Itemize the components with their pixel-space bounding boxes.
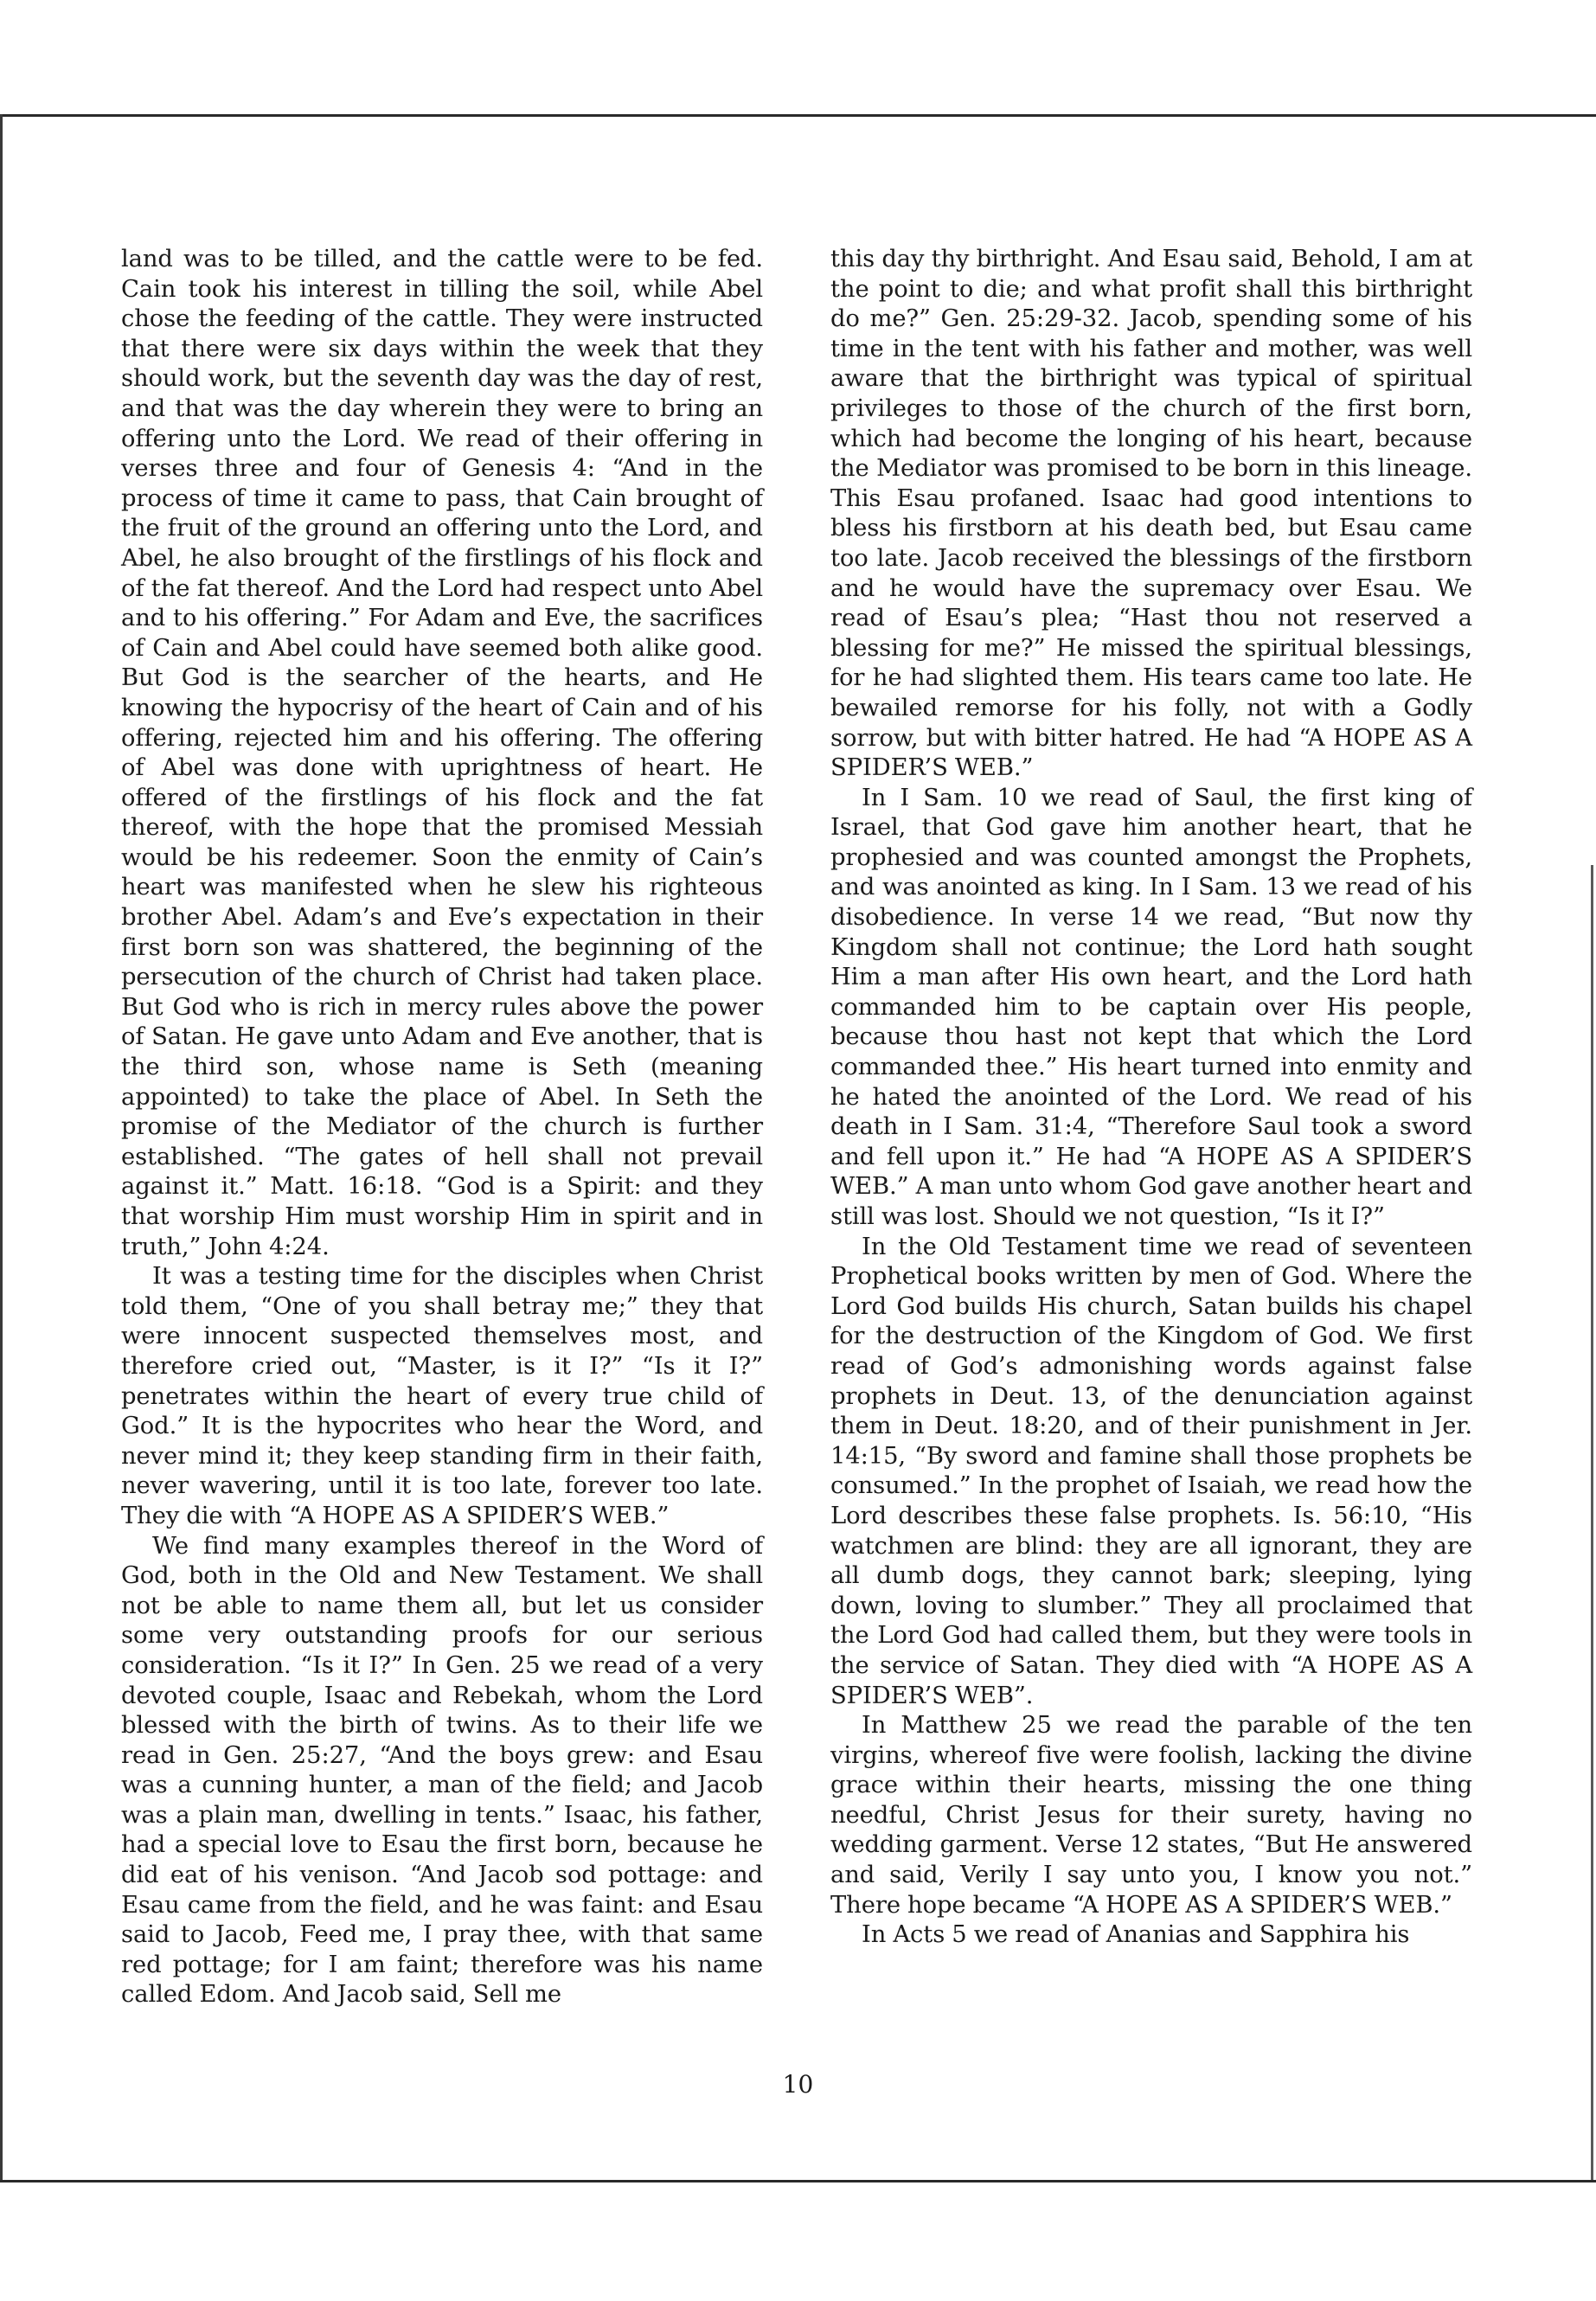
scan-border-left	[0, 114, 3, 2182]
paragraph: this day thy birthright. And Esau said, Behold, I am at the point to die; and what profit shall this birthright do me?” Gen. 25:29-32. Jacob, spending some of his time in the tent with his father and mother, was well aware that the birthright was typical of spiritual privileges to those of the church of the first born, which had become the longing of his heart, because the Mediator was promised to be born in this lineage. This Esau profaned. Isaac had good intentions to bless his firstborn at his death bed, but Esau came too late. Jacob received the blessings of the firstborn and he would have the supremacy over Esau. We read of Esau’s plea; “Hast thou not reserved a blessing for me?” He missed the spiritual blessings, for he had slighted them. His tears came too late. He bewailed remorse for his folly, not with a Godly sorrow, but with bitter hatred. He had “A HOPE AS A SPIDER’S WEB.”	[830, 246, 1472, 782]
left-text-column	[121, 245, 763, 2009]
scan-border-bottom	[0, 2180, 1596, 2182]
paragraph: In I Sam. 10 we read of Saul, the first king of Israel, that God gave him another heart, that he prophesied and was counted amongst the Prophets, and was anointed as king. In I Sam. 13 we read of his disobedience. In verse 14 we read, “But now thy Kingdom shall not continue; the Lord hath sought Him a man after His own heart, and the Lord hath commanded him to be captain over His people, because thou hast not kept that which the Lord commanded thee.” His heart turned into enmity and he hated the anointed of the Lord. We read of his death in I Sam. 31:4, “Therefore Saul took a sword and fell upon it.” He had “A HOPE AS A SPIDER’S WEB.” A man unto whom God gave another heart and still was lost. Should we not question, “Is it I?”	[830, 784, 1472, 1230]
paragraph: In Matthew 25 we read the parable of the ten virgins, whereof five were foolish, lacking the divine grace within their hearts, missing the one thing needful, Christ Jesus for their surety, having no wedding garment. Verse 12 states, “But He answered and said, Verily I say unto you, I know you not.” There hope became “A HOPE AS A SPIDER’S WEB.”	[830, 1712, 1472, 1919]
page-number: 10	[782, 2070, 814, 2099]
paragraph: land was to be tilled, and the cattle were to be fed. Cain took his interest in tilling the soil, while Abel chose the feeding of the cattle. They were instructed that there were six days within the week that they should work, but the seventh day was the day of rest, and that was the day wherein they were to bring an offering unto the Lord. We read of their offering in verses three and four of Genesis 4: “And in the process of time it came to pass, that Cain brought of the fruit of the ground an offering unto the Lord, and Abel, he also brought of the firstlings of his flock and of the fat thereof. And the Lord had respect unto Abel and to his offering.” For Adam and Eve, the sacrifices of Cain and Abel could have seemed both alike good. But God is the searcher of the hearts, and He knowing the hypocrisy of the heart of Cain and of his offering, rejected him and his offering. The offering of Abel was done with uprightness of heart. He offered of the firstlings of his flock and the fat thereof, with the hope that the promised Messiah would be his redeemer. Soon the enmity of Cain’s heart was manifested when he slew his righteous brother Abel. Adam’s and Eve’s expectation in their first born son was shattered, the beginning of the persecution of the church of Christ had taken place. But God who is rich in mercy rules above the power of Satan. He gave unto Adam and Eve another, that is the third son, whose name is Seth (meaning appointed) to take the place of Abel. In Seth the promise of the Mediator of the church is further established. “The gates of hell shall not prevail against it.” Matt. 16:18. “God is a Spirit: and they that worship Him must worship Him in spirit and in truth,” John 4:24.	[121, 246, 763, 1260]
paragraph: It was a testing time for the disciples when Christ told them, “One of you shall betray me;” they that were innocent suspected themselves most, and therefore cried out, “Master, is it I?” “Is it I?” penetrates within the heart of every true child of God.” It is the hypocrites who hear the Word, and never mind it; they keep standing firm in their faith, never wavering, until it is too late, forever too late. They die with “A HOPE AS A SPIDER’S WEB.”	[121, 1263, 763, 1529]
paragraph: In the Old Testament time we read of seventeen Prophetical books written by men of God. Where the Lord God builds His church, Satan builds his chapel for the destruction of the Kingdom of God. We first read of God’s admonishing words against false prophets in Deut. 13, of the denunciation against them in Deut. 18:20, and of their punishment in Jer. 14:15, “By sword and famine shall those prophets be consumed.” In the prophet of Isaiah, we read how the Lord describes these false prophets. Is. 56:10, “His watchmen are blind: they are all ignorant, they are all dumb dogs, they cannot bark; sleeping, lying down, loving to slumber.” They all proclaimed that the Lord God had called them, but they were tools in the service of Satan. They died with “A HOPE AS A SPIDER’S WEB”.	[830, 1233, 1472, 1709]
scan-border-right	[1591, 865, 1593, 2180]
paragraph: In Acts 5 we read of Ananias and Sapphira his	[862, 1921, 1410, 1949]
paragraph: We find many examples thereof in the Word of God, both in the Old and New Testament. We shall not be able to name them all, but let us consider some very outstanding proofs for our serious consideration. “Is it I?” In Gen. 25 we read of a very devoted couple, Isaac and Rebekah, whom the Lord blessed with the birth of twins. As to their life we read in Gen. 25:27, “And the boys grew: and Esau was a cunning hunter, a man of the field; and Jacob was a plain man, dwelling in tents.” Isaac, his father, had a special love to Esau the first born, because he did eat of his venison. “And Jacob sod pottage: and Esau came from the field, and he was faint: and Esau said to Jacob, Feed me, I pray thee, with that same red pottage; for I am faint; therefore was his name called Edom. And Jacob said, Sell me	[121, 1532, 763, 2009]
right-text-column	[830, 245, 1472, 1949]
scan-border-top	[0, 114, 1596, 117]
